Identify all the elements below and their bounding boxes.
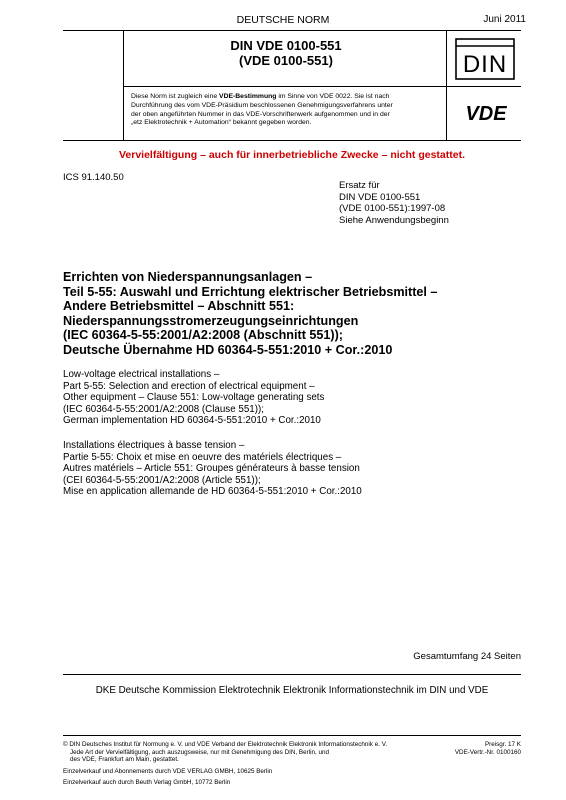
title-fr-line: Installations électriques à basse tension – [63,440,245,451]
din-logo [455,38,515,80]
right-divider [446,30,447,140]
title-french [63,440,523,498]
dke-commission: DKE Deutsche Kommission Elektrotechnik Elektronik Informationstechnik im DIN und VDE [95,685,489,696]
title-de-line: Deutsche Übernahme HD 60364-5-551:2010 + Cor.:2010 [63,342,393,357]
title-fr-line: (CEI 60364-5-55:2001/A2:2008 (Article 551)); [63,474,261,486]
notice-line: Durchführung des vom VDE-Präsidium beschlossenen Genehmigungsverfahrens unter [131,101,393,109]
title-en-line: Other equipment – Clause 551: Low-voltage generating sets [63,392,325,404]
header-box-bottom [63,140,521,141]
title-de-line: Errichten von Niederspannungsanlagen – [63,270,313,284]
vde-number: (VDE 0100-551) [239,53,333,68]
norm-type-label: DEUTSCHE NORM [236,14,330,26]
replacement-info [339,180,449,226]
din-logo-text: DIN [462,51,508,78]
price-info [455,741,521,756]
notice-line-1-b: VDE-Bestimmung [219,93,277,100]
replacement-line: Ersatz für [339,180,380,191]
notice-line: „etz Elektrotechnik + Automation“ bekannt gegeben worden. [131,119,312,127]
replacement-line: Siehe Anwendungsbeginn [339,214,449,226]
logo-divider [123,86,521,87]
notice-line-1-c: im Sinne von VDE 0022. Sie ist nach [276,93,390,100]
copyright-line: © DIN Deutsches Institut für Normung e. V. und VDE Verband der Elektrotechnik Elektronik Informationstechnik e. V. [63,741,388,748]
title-en-line: Part 5-55: Selection and erection of electrical equipment – [63,380,315,392]
vde-logo [452,102,520,124]
copyright-notice [63,741,463,764]
vde-logo-text: VDE [465,103,507,124]
notice-line [131,93,437,102]
title-fr-line: Mise en application allemande de HD 60364-5-551:2010 + Cor.:2010 [63,486,362,498]
replacement-line: DIN VDE 0100-551 [339,191,421,203]
dke-divider-top [63,674,521,675]
title-en-line: German implementation HD 60364-5-551:2010 + Cor.:2010 [63,415,321,427]
vde-notice [131,93,437,128]
publication-date: Juni 2011 [483,14,526,25]
title-fr-line: Partie 5-55: Choix et mise en oeuvre des matériels électriques – [63,451,342,463]
price-group: Preisgr. 17 K [484,741,521,748]
standard-number-block [128,38,444,68]
reproduction-warning: Vervielfältigung – auch für innerbetriebliche Zwecke – nicht gestattet. [118,149,465,161]
footer-divider [63,735,521,736]
sales-line: Einzelverkauf und Abonnements durch VDE VERLAG GMBH, 10625 Berlin [63,768,273,775]
header-divider [63,30,521,31]
title-de-line: Niederspannungsstromerzeugungseinrichtungen [63,313,359,328]
title-fr-line: Autres matériels – Article 551: Groupes générateurs à basse tension [63,463,360,475]
replacement-line: (VDE 0100-551):1997-08 [339,203,446,214]
notice-line-1-a: Diese Norm ist zugleich eine [131,93,220,100]
title-en-line: (IEC 60364-5-55:2001/A2:2008 (Clause 551)); [63,403,264,415]
notice-line: der oben angeführten Nummer in das VDE-Vorschriftenwerk aufgenommen und in der [131,110,390,118]
sales-line: Einzelverkauf auch durch Beuth Verlag GmbH, 10772 Berlin [63,779,231,786]
vde-contract-number: VDE-Vertr.-Nr. 0100160 [454,748,521,756]
title-de-line: (IEC 60364-5-55:2001/A2:2008 (Abschnitt 551)); [63,328,343,343]
title-en-line: Low-voltage electrical installations – [63,369,220,380]
left-divider [123,30,124,140]
copyright-line: Jede Art der Vervielfältigung, auch auszugsweise, nur mit Genehmigung des DIN, Berlin, und [63,748,330,756]
title-english [63,369,523,427]
title-de-line: Teil 5-55: Auswahl und Errichtung elektrischer Betriebsmittel – [63,284,438,299]
copyright-line: des VDE, Frankfurt am Main, gestattet. [63,756,179,764]
total-pages: Gesamtumfang 24 Seiten [413,651,521,662]
sales-info [63,766,272,788]
standard-number: DIN VDE 0100-551 [230,38,342,53]
title-de-line: Andere Betriebsmittel – Abschnitt 551: [63,299,295,314]
title-german [63,270,523,358]
ics-code: ICS 91.140.50 [63,172,124,183]
